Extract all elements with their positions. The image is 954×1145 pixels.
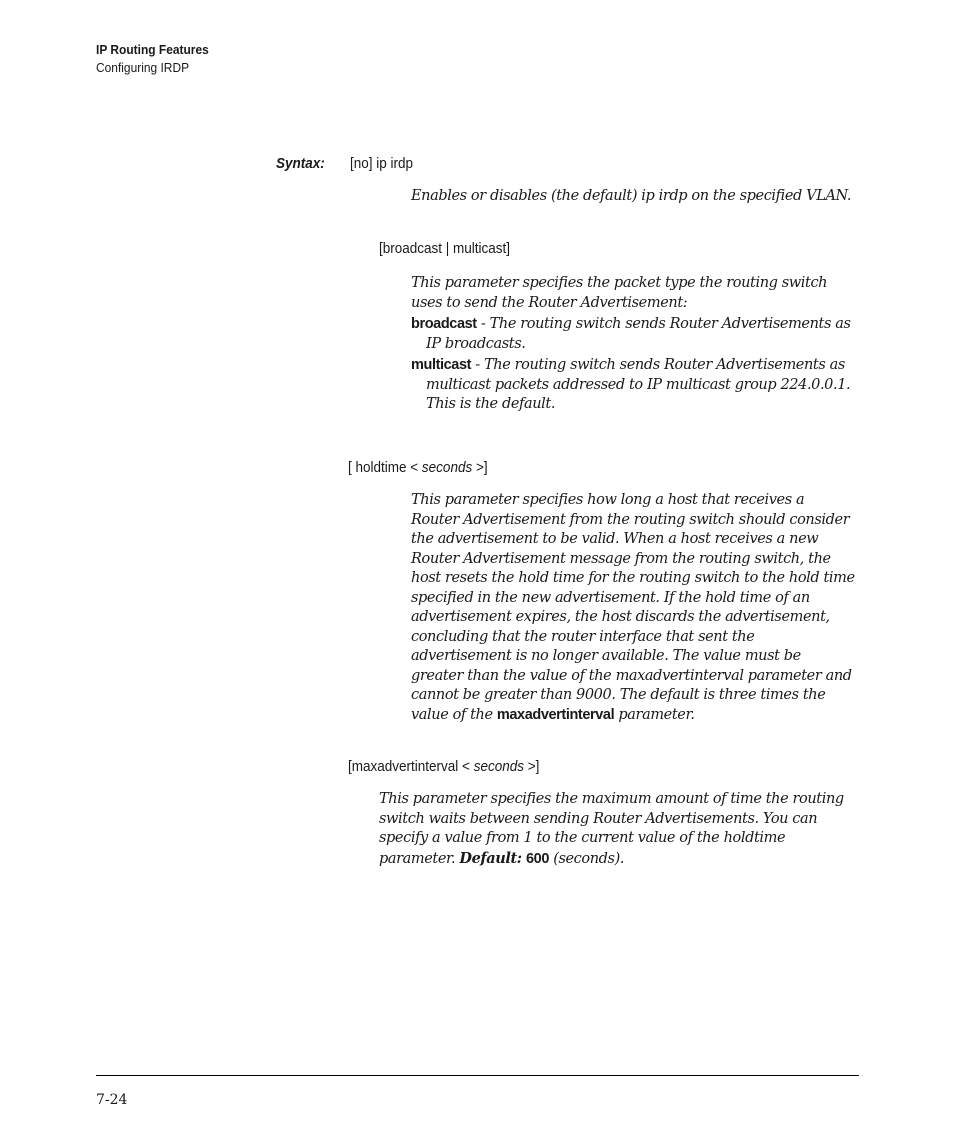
page-number: 7-24: [96, 1092, 128, 1108]
multicast-option: [411, 356, 856, 415]
broadcast-option: [411, 315, 856, 354]
broadcast-keyword: broadcast: [411, 316, 477, 332]
maxadvert-heading-post: >]: [527, 758, 540, 775]
syntax-label: Syntax:: [276, 155, 325, 172]
multicast-keyword: multicast: [411, 357, 472, 373]
maxadvert-description: [379, 790, 856, 869]
holdtime-heading-pre: [ holdtime <: [348, 459, 419, 476]
multicast-option-text: - The routing switch sends Router Advertisements as multicast packets addressed to IP multicast group 224.0.0.1. This is the default.: [426, 357, 851, 412]
running-header-title: IP Routing Features: [96, 42, 209, 57]
maxadvert-text: This parameter specifies the maximum amount of time the routing switch waits between sending Router Advertisements. You can specify a value from 1 to the current value of the holdtime parameter.: [379, 791, 844, 867]
holdtime-heading: [348, 459, 488, 476]
broadcast-option-text: - The routing switch sends Router Advertisements as IP broadcasts.: [426, 316, 851, 352]
syntax-command: [no] ip irdp: [350, 155, 414, 172]
syntax-description: Enables or disables (the default) ip irdp on the specified VLAN.: [411, 188, 852, 204]
holdtime-heading-post: >]: [475, 459, 488, 476]
maxadvert-default-value: 600: [525, 850, 549, 867]
maxadvert-default-label: Default:: [459, 849, 522, 867]
holdtime-heading-var: seconds: [421, 459, 473, 476]
broadcast-multicast-description: [411, 274, 856, 415]
holdtime-text-end: parameter.: [618, 706, 695, 723]
holdtime-maxadvert-keyword: maxadvertinterval: [496, 706, 615, 723]
footer-rule: [96, 1075, 859, 1076]
maxadvert-heading: [348, 758, 539, 775]
broadcast-multicast-heading: [broadcast | multicast]: [379, 240, 511, 257]
running-header-subtitle: Configuring IRDP: [96, 60, 190, 75]
holdtime-text: This parameter specifies how long a host that receives a Router Advertisement from the routing switch should consider the advertisement to be valid. When a host receives a new Router Advertisement message from the routing switch, the host resets the hold time for the routing switch to the hold time specified in the new advertisement. If the hold time of an advertisement expires, the host discards the advertisement, concluding that the router interface that sent the advertisement is no longer available. The value must be greater than the value of the maxadvertinterval parameter and cannot be greater than 9000. The default is three times the value of the: [411, 492, 855, 723]
broadcast-multicast-intro: This parameter specifies the packet type the routing switch uses to send the Router Advertisement:: [411, 275, 828, 311]
maxadvert-heading-pre: [maxadvertinterval <: [348, 758, 470, 775]
maxadvert-text-end: (seconds).: [553, 850, 625, 867]
maxadvert-heading-var: seconds: [473, 758, 524, 775]
holdtime-description: [411, 491, 856, 725]
